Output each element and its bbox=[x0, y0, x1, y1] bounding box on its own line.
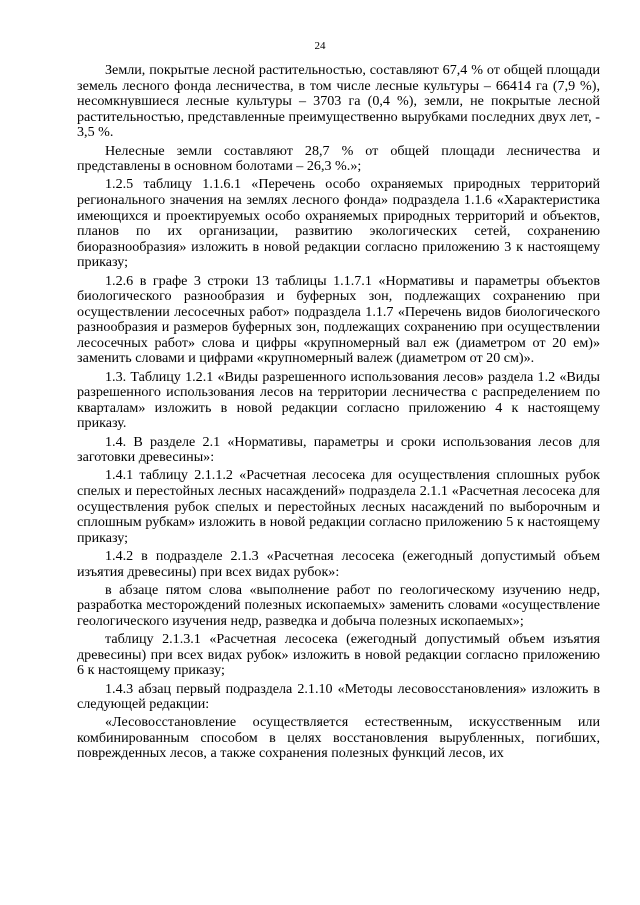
paragraph-1-4-1: 1.4.1 таблицу 2.1.1.2 «Расчетная лесосека для осуществления сплошных рубок спелых и перестойных лесных насаждений» подраздела 2.1.1 «Расчетная лесосека для осуществления рубок спелых и перестойных лесных насаждений по выборочным и сплошным рубкам» изложить в новой редакции согласно приложению 5 к настоящему приказу; bbox=[77, 467, 600, 546]
paragraph-table-2-1-3-1: таблицу 2.1.3.1 «Расчетная лесосека (ежегодный допустимый объем изъятия древесины) при всех видах рубок» изложить в новой редакции согласно приложению 6 к настоящему приказу; bbox=[77, 631, 600, 679]
document-body bbox=[77, 63, 600, 765]
paragraph-1-4-2: 1.4.2 в подразделе 2.1.3 «Расчетная лесосека (ежегодный допустимый объем изъятия древесины) при всех видах рубок»: bbox=[77, 547, 600, 580]
paragraph-1-2-6: 1.2.6 в графе 3 строки 13 таблицы 1.1.7.1 «Нормативы и параметры объектов биологического разнообразия и буферных зон, подлежащих сохранению при осуществлении лесосечных работ» подраздела 1.1.7 «Перечень видов биологического разнообразия и размеров буферных зон, подлежащих сохранению при осуществлении лесосечных работ» слова и цифры «крупномерный вал еж (диаметром от 20 ем)» заменить словами и цифрами «крупномерный валеж (диаметром от 20 см)». bbox=[77, 272, 600, 367]
page-number: 24 bbox=[314, 40, 326, 52]
paragraph-non-forest-lands: Нелесные земли составляют 28,7 % от общей площади лесничества и представлены в основном болотами – 26,3 %.»; bbox=[77, 142, 600, 175]
paragraph-1-2-5: 1.2.5 таблицу 1.1.6.1 «Перечень особо охраняемых природных территорий регионального значения на землях лесного фонда» подраздела 1.1.6 «Характеристика имеющихся и проектируемых особо охраняемых природных территорий и объектов, планов по их организации, развитию экологических сетей, сохранению биоразнообразия» изложить в новой редакции согласно приложению 3 к настоящему приказу; bbox=[77, 176, 600, 271]
paragraph-1-4: 1.4. В разделе 2.1 «Нормативы, параметры и сроки использования лесов для заготовки древесины»: bbox=[77, 433, 600, 466]
paragraph-abzac-5: в абзаце пятом слова «выполнение работ по геологическому изучению недр, разработка месторождений полезных ископаемых» заменить словами «осуществление геологического изучения недр, разведка и добыча полезных ископаемых»; bbox=[77, 581, 600, 629]
paragraph-reforestation-quote: «Лесовосстановление осуществляется естественным, искусственным или комбинированным способом в целях восстановления вырубленных, погибших, поврежденных лесов, а также сохранения полезных функций лесов, их bbox=[77, 714, 600, 762]
paragraph-1-3: 1.3. Таблицу 1.2.1 «Виды разрешенного использования лесов» раздела 1.2 «Виды разрешенного использования лесов на территории лесничества с распределением по кварталам» изложить в новой редакции согласно приложению 4 к настоящему приказу. bbox=[77, 368, 600, 432]
paragraph-1-4-3: 1.4.3 абзац первый подраздела 2.1.10 «Методы лесовосстановления» изложить в следующей редакции: bbox=[77, 680, 600, 713]
paragraph-forest-lands: Земли, покрытые лесной растительностью, составляют 67,4 % от общей площади земель лесного фонда лесничества, в том числе лесные культуры – 66414 га (7,9 %), несомкнувшиеся лесные культуры – 3703 га (0,4 %), земли, не покрытые лесной растительностью, представленные преимущественно вырубками последних двух лет, - 3,5 %. bbox=[77, 62, 600, 141]
